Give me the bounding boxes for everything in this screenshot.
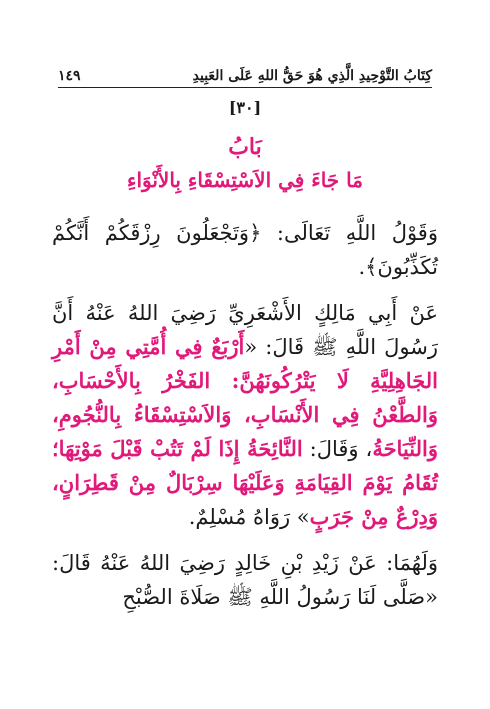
body-text xyxy=(52,216,438,626)
verse-text: وَقَوْلُ اللَّهِ تَعَالَى: ﴿وَتَجْعَلُونَ رِزْقَكُمْ أَنَّكُمْ تُكَذِّبُونَ﴾. xyxy=(52,221,438,279)
book-title: كِتَابُ التَّوْحِيدِ الَّذِي هُوَ حَقُّ اللهِ عَلَى العَبِيدِ xyxy=(192,68,432,84)
hadith-connector: ، وَقَالَ: xyxy=(302,437,373,461)
second-hadith-text: وَلَهُمَا: عَنْ زَيْدِ بْنِ خَالِدٍ رَضِيَ اللهُ عَنْهُ قَالَ: «صَلَّى لَنَا رَسُولُ اللَّهِ ﷺ صَلَاةَ الصُّبْحِ xyxy=(52,551,438,609)
second-hadith-paragraph xyxy=(52,546,438,614)
chapter-title: مَا جَاءَ فِي الاَسْتِسْقَاءِ بِالأَنْوَاءِ xyxy=(127,168,363,192)
running-header xyxy=(58,60,432,84)
hadith-intro: عَنْ أَبِي مَالِكٍ الأَشْعَرِيِّ رَضِيَ اللهُ عَنْهُ أَنَّ رَسُولَ اللَّهِ ﷺ قَالَ: « xyxy=(52,301,438,359)
chapter-heading: بَابُ xyxy=(228,134,262,160)
hadith-text-highlight-2: النَّائِحَةُ إِذَا لَمْ تَتُبْ قَبْلَ مَوْتِهَا؛ تُقَامُ يَوْمَ القِيَامَةِ وَعَلَيْهَا سِرْبَالٌ مِنْ قَطِرَانٍ، وَدِرْعٌ مِنْ جَرَبٍ xyxy=(52,436,438,529)
page-number: ١٤٩ xyxy=(58,68,81,84)
header-rule xyxy=(58,87,432,88)
hadith-paragraph xyxy=(52,296,438,534)
quran-verse-paragraph xyxy=(52,216,438,284)
hadith-text-highlight: أَرْبَعٌ فِي أُمَّتِي مِنْ أَمْرِ الجَاهِلِيَّةِ لَا يَتْرُكُونَهُنَّ: الفَخْرُ بِالأَحْسَابِ، وَالطَّعْنُ فِي الأَنْسَابِ، وَالاَسْتِسْقَاءُ بِالنُّجُومِ، وَالنِّيَاحَةُ xyxy=(52,334,438,461)
hadith-source: » رَوَاهُ مُسْلِمٌ. xyxy=(188,505,310,529)
chapter-number: [٣٠] xyxy=(228,98,262,117)
